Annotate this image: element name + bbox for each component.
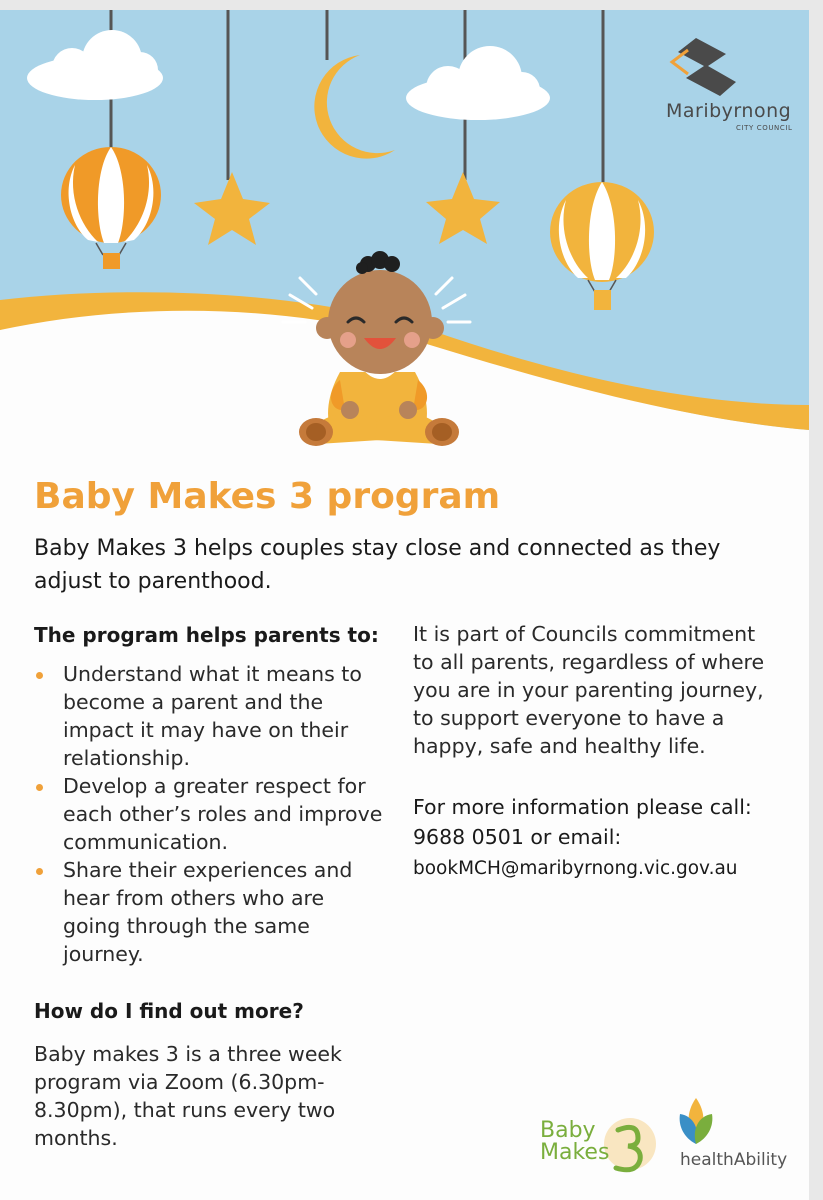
council-name: Maribyrnong	[666, 100, 792, 122]
list-item	[34, 772, 384, 856]
page-title: Baby Makes 3 program	[34, 476, 501, 517]
ha-rest: Ability	[733, 1150, 788, 1170]
healthability-wordmark	[680, 1150, 787, 1170]
list-item-text: Understand what it means to become a parent and the impact it may have on their relationship.	[63, 662, 362, 770]
bm3-line1: Baby	[540, 1118, 596, 1143]
left-column	[34, 620, 384, 968]
contact-text: For more information please call: 9688 0501 or email:	[413, 795, 752, 849]
commitment-text: It is part of Councils commitment to all parents, regardless of where you are in your parenting journey, to support everyone to have a happy, safe and healthy life.	[413, 622, 765, 758]
intro-text: Baby Makes 3 helps couples stay close and connected as they adjust to parenthood.	[34, 536, 721, 594]
council-subtitle: CITY COUNCIL	[736, 124, 793, 132]
baby-makes-3-wordmark	[540, 1120, 609, 1164]
list-item	[34, 660, 384, 772]
right-column	[413, 620, 773, 882]
list-item	[34, 856, 384, 968]
helps-heading: The program helps parents to:	[34, 623, 379, 647]
healthability-logo-icon	[676, 1094, 716, 1154]
bm3-line2: Makes	[540, 1140, 610, 1165]
ha-bold: health	[680, 1150, 734, 1170]
helps-list	[34, 660, 384, 968]
list-item-text: Share their experiences and hear from others who are going through the same journey.	[63, 858, 353, 966]
bullet-icon	[36, 868, 43, 875]
list-item-text: Develop a greater respect for each other’s roles and improve communication.	[63, 774, 383, 854]
frame-border-right	[809, 0, 823, 1200]
find-out-heading: How do I find out more?	[34, 999, 304, 1023]
find-out-body: Baby makes 3 is a three week program via Zoom (6.30pm-8.30pm), that runs every two months.	[34, 1042, 342, 1150]
bullet-icon	[36, 784, 43, 791]
bullet-icon	[36, 672, 43, 679]
contact-email: bookMCH@maribyrnong.vic.gov.au	[413, 858, 738, 879]
